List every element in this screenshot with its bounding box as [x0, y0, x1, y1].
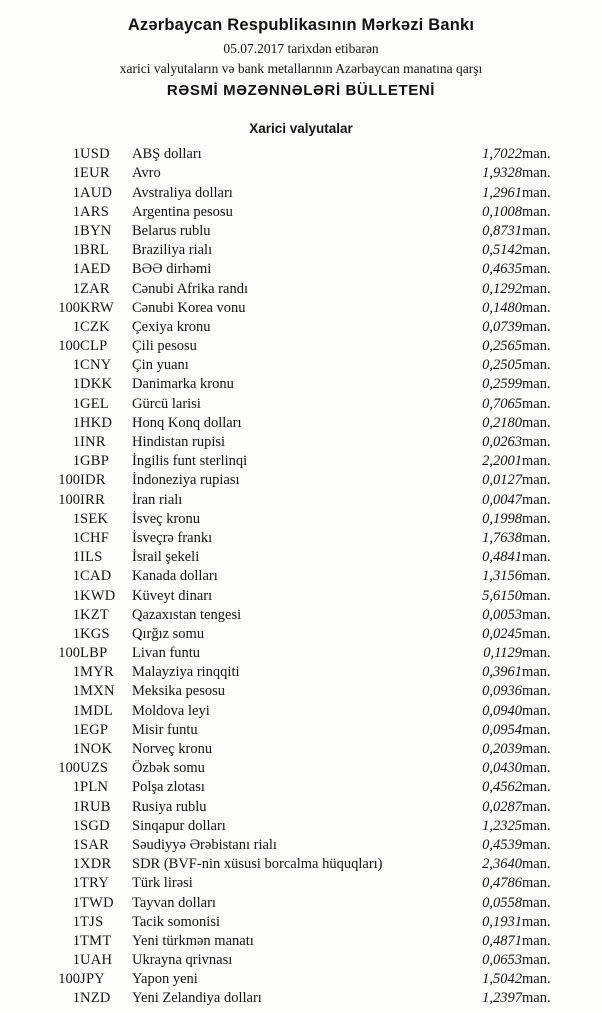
currency-rate: 0,8731	[482, 222, 522, 239]
currency-unit: man.	[522, 875, 551, 892]
table-row	[24, 739, 578, 758]
currency-rate: 1,3156	[482, 568, 522, 585]
currency-rate: 0,2565	[482, 338, 522, 355]
table-row	[24, 393, 578, 412]
currency-code: LBP	[80, 645, 108, 662]
currency-code: TMT	[80, 932, 112, 949]
exchange-rates-table	[24, 144, 578, 1007]
table-row	[24, 873, 578, 892]
table-row	[24, 624, 578, 643]
table-row	[24, 547, 578, 566]
table-row	[24, 950, 578, 969]
currency-rate: 1,2961	[482, 184, 522, 201]
scope-line: xarici valyutaların və bank metallarının Azərbaycan manatına qarşı	[119, 61, 483, 76]
currency-rate: 0,3961	[482, 664, 522, 681]
currency-amount: 1	[72, 625, 80, 642]
currency-amount: 1	[72, 529, 80, 546]
currency-name: Yapon yeni	[132, 971, 198, 988]
currency-code: USD	[80, 146, 110, 163]
currency-rate: 0,4871	[482, 932, 522, 949]
table-row	[24, 662, 578, 681]
currency-code: ILS	[80, 549, 103, 566]
currency-name: Misir funtu	[132, 721, 198, 738]
table-row	[24, 854, 578, 873]
effective-date-line: 05.07.2017 tarixdən etibarən	[223, 41, 379, 56]
currency-amount: 1	[72, 856, 80, 873]
currency-unit: man.	[522, 376, 551, 393]
currency-rate: 0,0954	[482, 721, 522, 738]
currency-code: BRL	[80, 242, 110, 259]
currency-unit: man.	[522, 491, 551, 508]
currency-amount: 1	[72, 510, 80, 527]
currency-rate: 1,9328	[482, 165, 522, 182]
currency-code: KGS	[80, 625, 110, 642]
currency-unit: man.	[522, 299, 551, 316]
currency-name: SDR (BVF-nin xüsusi borcalma hüquqları)	[132, 856, 383, 873]
currency-rate: 5,6150	[482, 587, 522, 604]
currency-unit: man.	[522, 510, 551, 527]
currency-rate: 0,1008	[482, 203, 522, 220]
currency-name: Çili pesosu	[132, 338, 197, 355]
currency-code: SGD	[80, 817, 110, 834]
currency-rate: 0,5142	[482, 242, 522, 259]
currency-code: IRR	[80, 491, 106, 508]
table-row	[24, 163, 578, 182]
bank-title: Azərbaycan Respublikasının Mərkəzi Bankı	[127, 16, 475, 34]
table-row	[24, 259, 578, 278]
currency-unit: man.	[522, 184, 551, 201]
currency-unit: man.	[522, 817, 551, 834]
table-row	[24, 221, 578, 240]
currency-amount: 1	[72, 741, 80, 757]
currency-name: Malayziya rinqqiti	[132, 664, 240, 681]
currency-unit: man.	[522, 434, 551, 450]
currency-rate: 0,0053	[482, 606, 522, 623]
table-row	[24, 681, 578, 700]
currency-name: Meksika pesosu	[132, 683, 226, 700]
currency-amount: 100	[58, 299, 80, 316]
currency-amount: 1	[72, 798, 80, 815]
currency-amount: 1	[72, 261, 80, 278]
currency-unit: man.	[522, 357, 551, 374]
currency-code: AED	[80, 261, 111, 278]
currency-rate: 1,2325	[482, 817, 522, 834]
currency-rate: 0,0245	[482, 625, 522, 642]
currency-amount: 1	[72, 779, 80, 796]
currency-unit: man.	[522, 741, 551, 757]
table-row	[24, 605, 578, 624]
currency-code: CHF	[80, 529, 110, 546]
currency-name: Hindistan rupisi	[132, 434, 226, 450]
currency-name: Yeni Zelandiya dolları	[132, 990, 262, 1007]
currency-unit: man.	[522, 587, 551, 604]
currency-name: ABŞ dolları	[132, 146, 202, 163]
currency-code: SEK	[80, 510, 109, 527]
currency-code: RUB	[80, 798, 111, 815]
currency-code: JPY	[80, 971, 106, 988]
currency-name: Sinqapur dolları	[132, 817, 226, 834]
currency-unit: man.	[522, 472, 551, 489]
table-row	[24, 720, 578, 739]
currency-rate: 0,7065	[482, 395, 522, 412]
currency-rate: 0,0047	[482, 491, 522, 508]
table-row	[24, 374, 578, 393]
currency-amount: 1	[72, 932, 80, 949]
currency-name: İsveç kronu	[132, 510, 201, 527]
currency-rate: 0,0287	[482, 798, 522, 815]
currency-unit: man.	[522, 146, 551, 163]
currency-code: MXN	[80, 683, 115, 700]
currency-code: KZT	[80, 606, 110, 623]
currency-code: NZD	[80, 990, 111, 1007]
currency-unit: man.	[522, 414, 551, 431]
currency-amount: 1	[72, 875, 80, 892]
currency-name: Polşa zlotası	[132, 779, 205, 796]
currency-name: İsveçrə frankı	[132, 529, 213, 546]
currency-rate: 0,2180	[482, 414, 522, 431]
currency-code: KWD	[80, 587, 116, 604]
table-row	[24, 912, 578, 931]
currency-amount: 1	[72, 721, 80, 738]
table-row	[24, 336, 578, 355]
currency-code: GEL	[80, 395, 110, 412]
section-title-foreign-currencies: Xarici valyutalar	[249, 121, 353, 136]
table-row	[24, 355, 578, 374]
currency-unit: man.	[522, 280, 551, 297]
table-row	[24, 931, 578, 950]
currency-unit: man.	[522, 625, 551, 642]
currency-code: MDL	[80, 702, 114, 719]
currency-amount: 100	[58, 645, 80, 662]
currency-unit: man.	[522, 721, 551, 738]
currency-name: Norveç kronu	[132, 741, 213, 757]
table-row	[24, 566, 578, 585]
currency-rate: 0,0430	[482, 760, 522, 777]
currency-unit: man.	[522, 203, 551, 220]
currency-name: Braziliya rialı	[132, 242, 213, 259]
currency-code: AUD	[80, 184, 113, 201]
table-row	[24, 528, 578, 547]
table-row	[24, 777, 578, 796]
currency-rate: 2,3640	[482, 856, 522, 873]
currency-unit: man.	[522, 836, 551, 853]
table-row	[24, 509, 578, 528]
currency-unit: man.	[522, 856, 551, 873]
document-header	[24, 16, 578, 99]
table-row	[24, 816, 578, 835]
currency-amount: 1	[72, 222, 80, 239]
currency-code: DKK	[80, 376, 113, 393]
currency-rate: 2,2001	[482, 453, 522, 470]
table-row	[24, 144, 578, 163]
table-row	[24, 758, 578, 777]
currency-name: Tayvan dolları	[132, 894, 216, 911]
currency-code: UAH	[80, 952, 113, 969]
currency-unit: man.	[522, 261, 551, 278]
currency-rate: 1,7022	[482, 146, 522, 163]
currency-unit: man.	[522, 932, 551, 949]
currency-name: Rusiya rublu	[132, 798, 207, 815]
currency-rate: 0,0653	[482, 952, 522, 969]
currency-unit: man.	[522, 549, 551, 566]
currency-unit: man.	[522, 894, 551, 911]
currency-amount: 1	[72, 434, 80, 450]
table-row	[24, 700, 578, 719]
currency-name: Qırğız somu	[132, 625, 205, 642]
currency-amount: 100	[58, 472, 80, 489]
currency-amount: 1	[72, 568, 80, 585]
currency-rate: 0,0936	[482, 683, 522, 700]
bulletin-title: RƏSMİ MƏZƏNNƏLƏRİ BÜLLETENİ	[166, 82, 436, 99]
currency-unit: man.	[522, 242, 551, 259]
table-row	[24, 969, 578, 988]
currency-rate: 1,5042	[482, 971, 522, 988]
currency-name: İran rialı	[132, 491, 183, 508]
currency-rate: 0,0127	[482, 472, 522, 489]
currency-code: ARS	[80, 203, 110, 220]
currency-rate: 0,1129	[483, 645, 522, 662]
table-row	[24, 298, 578, 317]
currency-rate: 0,2039	[482, 741, 522, 757]
table-row	[24, 278, 578, 297]
currency-unit: man.	[522, 606, 551, 623]
currency-code: IDR	[80, 472, 106, 489]
currency-name: Cənubi Korea vonu	[132, 299, 246, 316]
currency-amount: 1	[72, 664, 80, 681]
currency-unit: man.	[522, 913, 551, 930]
currency-name: Ukrayna qrivnası	[132, 952, 233, 969]
table-row	[24, 796, 578, 815]
currency-name: Cənubi Afrika randı	[132, 280, 248, 297]
currency-rate: 0,4841	[482, 549, 522, 566]
currency-rate: 1,2397	[482, 990, 522, 1007]
currency-name: Özbək somu	[132, 760, 205, 777]
currency-amount: 1	[72, 606, 80, 623]
currency-amount: 1	[72, 587, 80, 604]
currency-rate: 0,4539	[482, 836, 522, 853]
currency-amount: 1	[72, 184, 80, 201]
currency-rate: 0,1931	[482, 913, 522, 930]
currency-code: EGP	[80, 721, 109, 738]
table-row	[24, 892, 578, 911]
table-row	[24, 489, 578, 508]
currency-rate: 0,4562	[482, 779, 522, 796]
currency-name: İndoneziya rupiası	[132, 472, 240, 489]
table-row	[24, 451, 578, 470]
table-row	[24, 317, 578, 336]
currency-code: SAR	[80, 836, 110, 853]
currency-rate: 0,2599	[482, 376, 522, 393]
currency-name: İngilis funt sterlinqi	[132, 453, 248, 470]
currency-name: BƏƏ dirhəmi	[132, 261, 212, 278]
currency-unit: man.	[522, 529, 551, 546]
currency-unit: man.	[522, 165, 551, 182]
currency-name: Avstraliya dolları	[132, 184, 233, 201]
currency-amount: 100	[58, 491, 80, 508]
currency-rate: 1,7638	[482, 529, 522, 546]
currency-code: INR	[80, 434, 106, 450]
currency-amount: 1	[72, 683, 80, 700]
table-row	[24, 240, 578, 259]
currency-amount: 1	[72, 817, 80, 834]
currency-unit: man.	[522, 683, 551, 700]
table-row	[24, 988, 578, 1007]
currency-code: GBP	[80, 453, 110, 470]
currency-code: HKD	[80, 414, 113, 431]
currency-code: TWD	[80, 894, 114, 911]
currency-name: Avro	[132, 165, 161, 182]
table-row	[24, 470, 578, 489]
currency-amount: 1	[72, 894, 80, 911]
currency-unit: man.	[522, 971, 551, 988]
currency-rate: 0,0263	[482, 434, 522, 450]
currency-amount: 1	[72, 913, 80, 930]
currency-code: MYR	[80, 664, 114, 681]
table-row	[24, 182, 578, 201]
currency-amount: 1	[72, 146, 80, 163]
currency-amount: 1	[72, 203, 80, 220]
currency-name: Danimarka kronu	[132, 376, 234, 393]
currency-code: KRW	[80, 299, 114, 316]
currency-amount: 100	[58, 338, 80, 355]
currency-name: Moldova leyi	[132, 702, 210, 719]
currency-amount: 1	[72, 280, 80, 297]
currency-name: Gürcü larisi	[132, 395, 201, 412]
currency-rate: 0,2505	[482, 357, 522, 374]
currency-code: TJS	[80, 913, 104, 930]
table-row	[24, 413, 578, 432]
currency-unit: man.	[522, 645, 551, 662]
currency-code: TRY	[80, 875, 110, 892]
currency-name: Kanada dolları	[132, 568, 218, 585]
currency-unit: man.	[522, 664, 551, 681]
currency-unit: man.	[522, 760, 551, 777]
currency-rate: 0,1998	[482, 510, 522, 527]
currency-unit: man.	[522, 318, 551, 335]
currency-rate: 0,1292	[482, 280, 522, 297]
currency-unit: man.	[522, 222, 551, 239]
currency-unit: man.	[522, 338, 551, 355]
currency-code: XDR	[80, 856, 112, 873]
currency-amount: 1	[72, 376, 80, 393]
table-row	[24, 585, 578, 604]
currency-amount: 1	[72, 952, 80, 969]
table-row	[24, 643, 578, 662]
exchange-rates-body	[24, 144, 578, 1007]
currency-amount: 1	[72, 453, 80, 470]
currency-unit: man.	[522, 798, 551, 815]
currency-amount: 1	[72, 318, 80, 335]
currency-rate: 0,4786	[482, 875, 522, 892]
currency-amount: 1	[72, 990, 80, 1007]
currency-unit: man.	[522, 453, 551, 470]
currency-amount: 100	[58, 971, 80, 988]
currency-amount: 1	[72, 395, 80, 412]
currency-amount: 1	[72, 702, 80, 719]
currency-rate: 0,4635	[482, 261, 522, 278]
currency-code: ZAR	[80, 280, 110, 297]
currency-name: Yeni türkmən manatı	[132, 932, 254, 949]
currency-name: Səudiyyə Ərəbistanı rialı	[132, 836, 277, 853]
currency-name: Tacik somonisi	[132, 913, 220, 930]
currency-amount: 1	[72, 836, 80, 853]
currency-rate: 0,0558	[482, 894, 522, 911]
currency-unit: man.	[522, 395, 551, 412]
currency-name: Çexiya kronu	[132, 318, 211, 335]
currency-code: CLP	[80, 338, 108, 355]
currency-name: Qazaxıstan tengesi	[132, 606, 242, 623]
table-row	[24, 202, 578, 221]
currency-name: Belarus rublu	[132, 222, 211, 239]
currency-rate: 0,0739	[482, 318, 522, 335]
currency-name: Honq Konq dolları	[132, 414, 242, 431]
currency-code: CZK	[80, 318, 110, 335]
currency-name: Argentina pesosu	[132, 203, 233, 220]
currency-name: İsrail şekeli	[132, 549, 200, 566]
currency-amount: 1	[72, 242, 80, 259]
currency-rate: 0,0940	[482, 702, 522, 719]
currency-code: CAD	[80, 568, 112, 585]
currency-rate: 0,1480	[482, 299, 522, 316]
table-row	[24, 835, 578, 854]
currency-amount: 100	[58, 760, 80, 777]
currency-code: UZS	[80, 760, 109, 777]
currency-code: CNY	[80, 357, 112, 374]
currency-amount: 1	[72, 549, 80, 566]
currency-unit: man.	[522, 568, 551, 585]
currency-amount: 1	[72, 165, 80, 182]
currency-name: Küveyt dinarı	[132, 587, 213, 604]
currency-code: PLN	[80, 779, 109, 796]
currency-unit: man.	[522, 779, 551, 796]
currency-amount: 1	[72, 357, 80, 374]
currency-unit: man.	[522, 990, 551, 1007]
currency-name: Livan funtu	[132, 645, 201, 662]
currency-unit: man.	[522, 952, 551, 969]
currency-code: NOK	[80, 741, 113, 757]
table-row	[24, 432, 578, 451]
currency-amount: 1	[72, 414, 80, 431]
currency-code: EUR	[80, 165, 110, 182]
currency-name: Türk lirəsi	[132, 875, 193, 892]
currency-unit: man.	[522, 702, 551, 719]
currency-name: Çin yuanı	[132, 357, 189, 374]
currency-code: BYN	[80, 222, 112, 239]
